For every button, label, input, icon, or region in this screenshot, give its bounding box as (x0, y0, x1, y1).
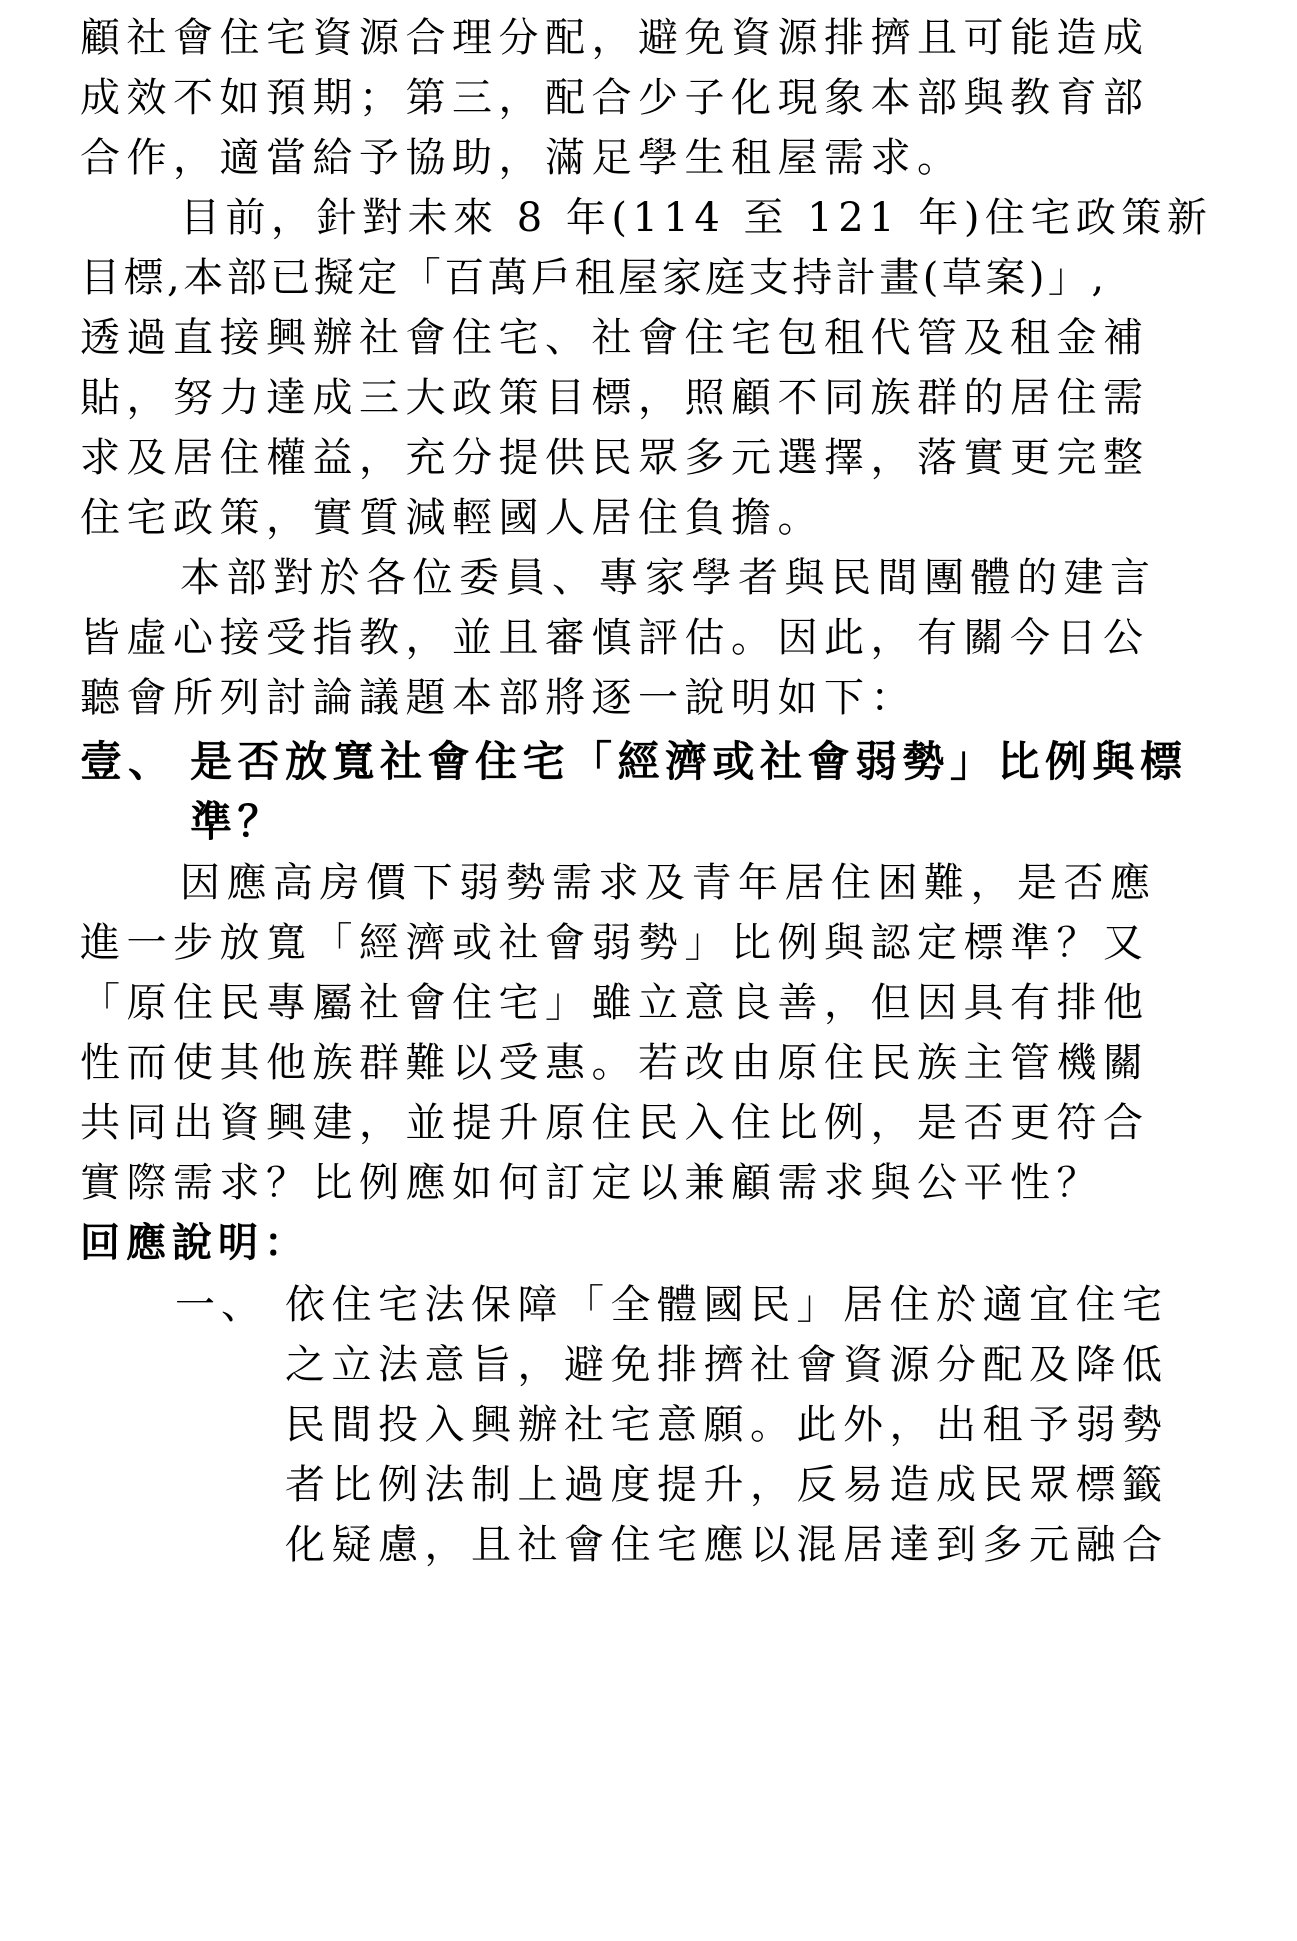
issue-line-2: 進一步放寬「經濟或社會弱勢」比例與認定標準？又 (80, 920, 1150, 966)
section-one-title-line-2: 準？ (190, 797, 286, 846)
response-item-one-line-4: 者比例法制上過度提升，反易造成民眾標籤 (285, 1462, 1169, 1508)
response-item-one-line-1: 依住宅法保障「全體國民」居住於適宜住宅 (285, 1282, 1169, 1328)
issue-line-5: 共同出資興建，並提升原住民入住比例，是否更符合 (80, 1100, 1150, 1146)
policy-line-5: 求及居住權益，充分提供民眾多元選擇，落實更完整 (80, 435, 1150, 481)
policy-line-1: 目前，針對未來 8 年(114 至 121 年)住宅政策新 (180, 195, 1213, 241)
response-item-one-line-2: 之立法意旨，避免排擠社會資源分配及降低 (285, 1342, 1169, 1388)
issue-line-4: 性而使其他族群難以受惠。若改由原住民族主管機關 (80, 1040, 1150, 1086)
issue-line-3: 「原住民專屬社會住宅」雖立意良善，但因具有排他 (80, 980, 1150, 1026)
section-one-title-line-1: 是否放寬社會住宅「經濟或社會弱勢」比例與標 (190, 737, 1188, 786)
policy-line-6: 住宅政策，實質減輕國人居住負擔。 (80, 495, 824, 541)
intro-line-1: 顧社會住宅資源合理分配，避免資源排擠且可能造成 (80, 15, 1150, 61)
response-item-one-marker: 一、 (175, 1282, 267, 1328)
issue-line-1: 因應高房價下弱勢需求及青年居住困難，是否應 (180, 860, 1157, 906)
policy-line-2: 目標,本部已擬定「百萬戶租屋家庭支持計畫(草案)」, (80, 255, 1108, 301)
policy-line-4: 貼，努力達成三大政策目標，照顧不同族群的居住需 (80, 375, 1150, 421)
intro-line-2: 成效不如預期；第三，配合少子化現象本部與教育部 (80, 75, 1150, 121)
acceptance-line-1: 本部對於各位委員、專家學者與民間團體的建言 (180, 555, 1157, 601)
response-label: 回應說明： (80, 1220, 310, 1266)
acceptance-line-2: 皆虛心接受指教，並且審慎評估。因此，有關今日公 (80, 615, 1150, 661)
response-item-one-line-5: 化疑慮，且社會住宅應以混居達到多元融合 (285, 1522, 1169, 1568)
policy-line-3: 透過直接興辦社會住宅、社會住宅包租代管及租金補 (80, 315, 1150, 361)
section-one-marker: 壹、 (80, 737, 177, 786)
issue-line-6: 實際需求？比例應如何訂定以兼顧需求與公平性？ (80, 1160, 1103, 1206)
acceptance-line-3: 聽會所列討論議題本部將逐一說明如下： (80, 675, 917, 721)
response-item-one-line-3: 民間投入興辦社宅意願。此外，出租予弱勢 (285, 1402, 1169, 1448)
intro-line-3: 合作，適當給予協助，滿足學生租屋需求。 (80, 135, 964, 181)
